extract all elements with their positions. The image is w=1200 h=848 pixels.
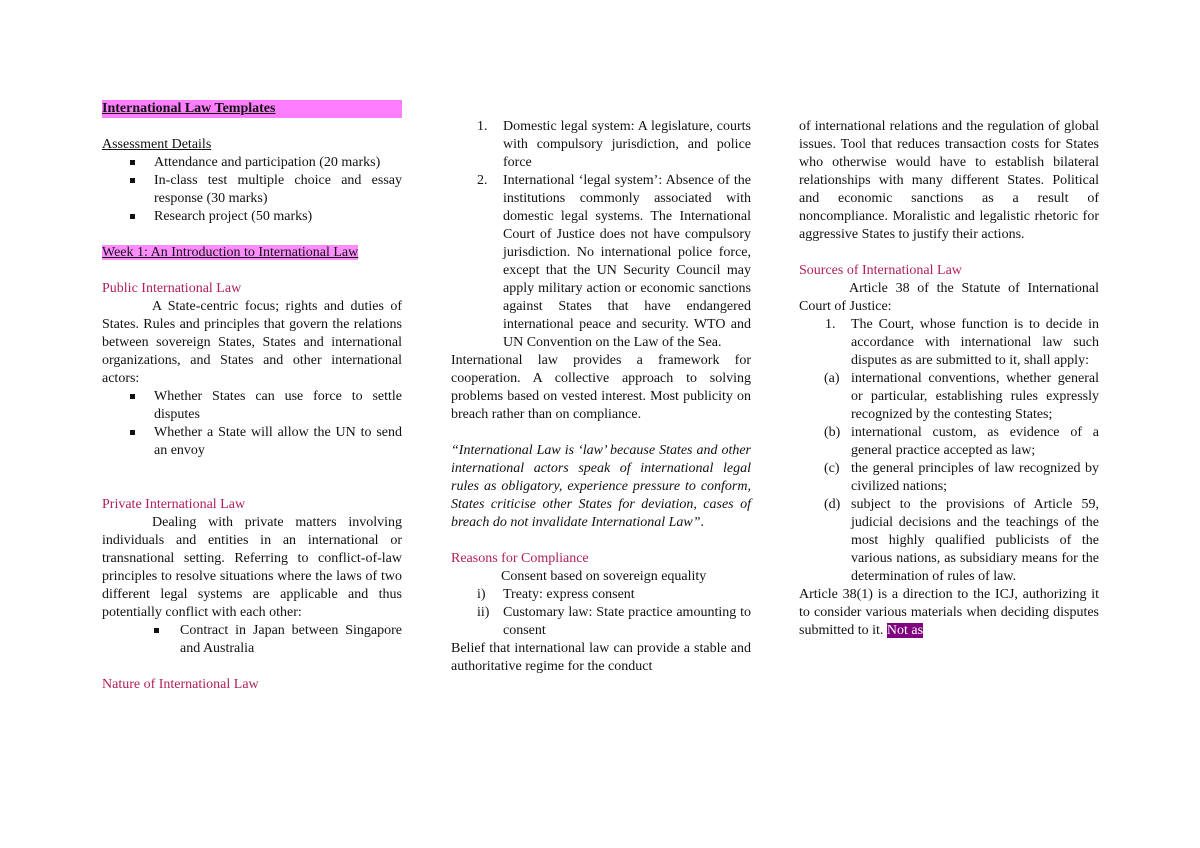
list-item: 1. The Court, whose function is to decide in accordance with international law such disputes as are submitted to it, shall apply:	[825, 317, 1099, 368]
list-item: Whether a State will allow the UN to send an envoy	[102, 424, 402, 460]
compliance-list	[451, 586, 751, 640]
week-heading: Week 1: An Introduction to International Law	[102, 245, 359, 260]
assessment-list	[102, 154, 402, 226]
article-text: Article 38 of the Statute of International Court of Justice:	[799, 281, 1099, 314]
private-law-text: Dealing with private matters involving individuals and entities in an international or transnational setting. Referring to conflict-of-law principles to resolve situations where the laws of two different legal systems are applicable and thus potentially conflict with each other:	[102, 515, 402, 620]
list-item: 2. International ‘legal system’: Absence of the institutions commonly associated with domestic legal systems. The International Court of Justice does not have compulsory jurisdiction. No international police force, except that the UN Security Council may apply military action or economic sanctions against States that have endangered international peace and security. WTO and UN Convention on the Law of the Sea.	[477, 173, 751, 350]
list-item: (d) subject to the provisions of Article 59, judicial decisions and the teachings of the most highly qualified publicists of the various nations, as subsidiary means for the determination of rules of law.	[824, 497, 1099, 584]
framework-text: International law provides a framework for cooperation. A collective approach to solving problems based on vested interest. Most publicity on breach rather than on compliance.	[451, 353, 751, 422]
list-item: Attendance and participation (20 marks)	[102, 154, 402, 172]
nature-heading: Nature of International Law	[102, 677, 259, 692]
compliance-heading: Reasons for Compliance	[451, 551, 589, 566]
assessment-heading: Assessment Details	[102, 137, 212, 152]
list-item: Whether States can use force to settle disputes	[102, 388, 402, 424]
list-item: 1. Domestic legal system: A legislature, courts with compulsory jurisdiction, and police force	[477, 119, 751, 170]
public-law-heading: Public International Law	[102, 281, 242, 296]
column-2	[451, 118, 751, 676]
public-law-list	[102, 388, 402, 460]
list-item: (c) the general principles of law recognized by civilized nations;	[824, 461, 1099, 494]
list-item: In-class test multiple choice and essay response (30 marks)	[102, 172, 402, 208]
belief-text: Belief that international law can provide a stable and authoritative regime for the conduct	[451, 641, 751, 674]
court-list	[799, 316, 1099, 370]
list-item: (a) international conventions, whether general or particular, establishing rules expressly recognized by the contesting States;	[824, 371, 1099, 422]
list-item: Research project (50 marks)	[102, 208, 402, 226]
public-law-text: A State-centric focus; rights and duties of States. Rules and principles that govern the relations between sovereign States, States and international organizations, and States and other international actors:	[102, 299, 402, 386]
continued-text: of international relations and the regulation of global issues. Tool that reduces transaction costs for States who otherwise would have to establish bilateral relationships with many different States. Political and economic sanctions as a result of noncompliance. Moralistic and legalistic rhetoric for aggressive States to justify their actions.	[799, 119, 1099, 242]
sources-list	[799, 370, 1099, 586]
column-3	[799, 118, 1099, 640]
quote-block: “International Law is ‘law’ because States and other international actors speak of international legal rules as obligatory, experience pressure to conform, States criticise other States for deviation, cases of breach do not invalidate International Law”.	[451, 443, 751, 530]
sources-heading: Sources of International Law	[799, 263, 962, 278]
document-title: International Law Templates	[102, 100, 402, 118]
highlighted-text: Not as	[886, 623, 924, 638]
private-law-list	[102, 622, 402, 658]
list-item: ii) Customary law: State practice amounting to consent	[477, 605, 751, 638]
list-item: (b) international custom, as evidence of a general practice accepted as law;	[824, 425, 1099, 458]
private-law-heading: Private International Law	[102, 497, 246, 512]
list-item: i) Treaty: express consent	[477, 587, 635, 602]
compliance-text: Consent based on sovereign equality	[501, 569, 707, 584]
final-text: Article 38(1) is a direction to the ICJ, authorizing it to consider various materials when deciding disputes submitted to it. Not as	[799, 587, 1099, 638]
nature-list	[451, 118, 751, 352]
column-1	[102, 100, 402, 694]
list-item: Contract in Japan between Singapore and Australia	[102, 622, 402, 658]
